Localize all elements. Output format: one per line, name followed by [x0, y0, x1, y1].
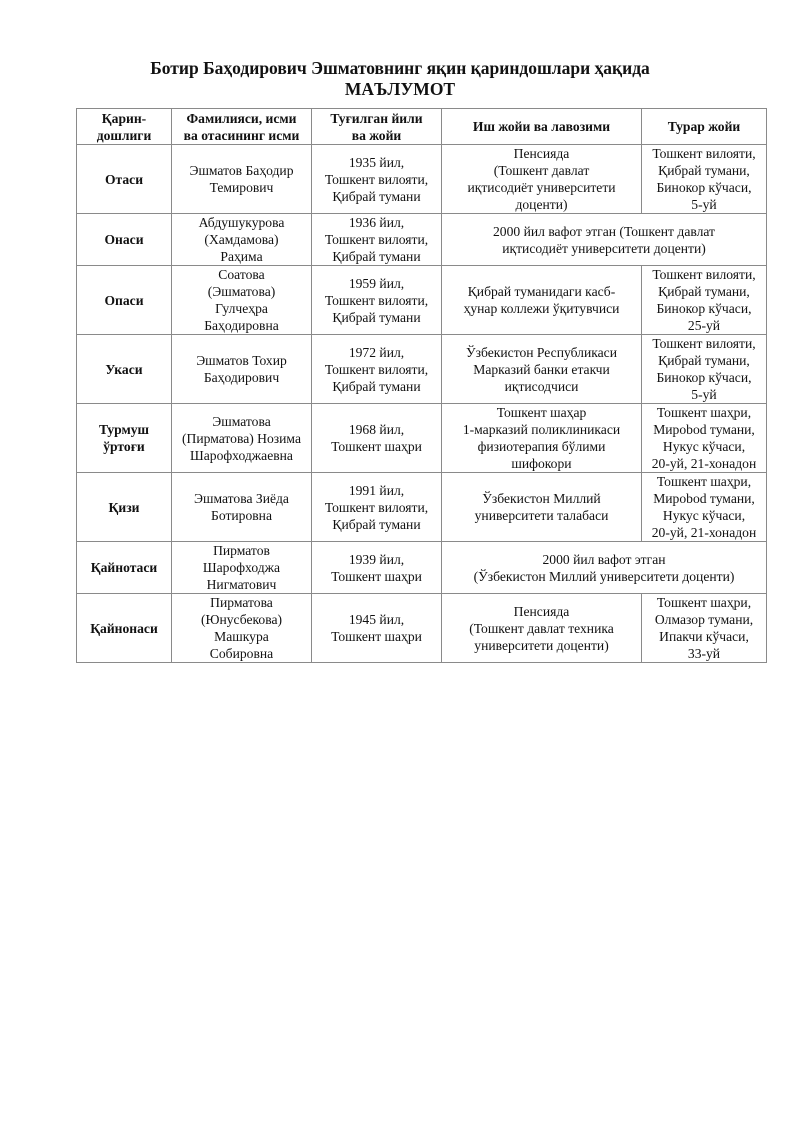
birth-cell: [312, 335, 442, 404]
name-cell: [172, 473, 312, 542]
cell-line: 1968 йил,: [348, 422, 405, 437]
cell-line: Олмазор тумани,: [654, 612, 754, 627]
cell-line: Тошкент шаҳри: [331, 439, 422, 454]
table-row: [77, 266, 767, 335]
header-work: [442, 109, 642, 145]
cell-line: Тошкент шаҳри: [331, 568, 422, 584]
cell-line: Шарофходжа: [202, 560, 281, 575]
cell-line: Соатова: [218, 267, 265, 282]
cell-line: Қайнонаси: [90, 620, 158, 636]
address-cell: [642, 473, 767, 542]
cell-line: Тошкент шаҳри,: [656, 405, 752, 420]
cell-line: 5-уй: [691, 197, 717, 212]
cell-line: Бинокор кўчаси,: [656, 180, 752, 195]
cell-line: 1935 йил,: [348, 154, 405, 170]
cell-line: Тошкент вилояти,: [324, 232, 429, 247]
birth-cell: [312, 145, 442, 214]
cell-line: 33-уй: [687, 646, 721, 661]
cell-line: доценти): [515, 197, 568, 212]
cell-line: Эшматов Баҳодир: [189, 163, 294, 178]
cell-line: Нукус кўчаси,: [662, 439, 746, 454]
header-name: [172, 109, 312, 145]
cell-line: Шарофходжаевна: [190, 447, 293, 463]
cell-line: 1972 йил,: [348, 344, 405, 360]
cell-line: 1-марказий поликлиникаси: [462, 422, 621, 437]
relation-cell: [77, 214, 172, 266]
name-cell: [172, 214, 312, 266]
birth-cell: [312, 473, 442, 542]
cell-line: (Ўзбекистон Миллий университети доценти): [473, 568, 735, 584]
cell-line: Ўзбекистон Миллий: [482, 491, 601, 506]
work-merged-cell: [442, 542, 767, 594]
cell-line: Турар жойи: [667, 119, 741, 134]
cell-line: Тошкент вилояти,: [652, 267, 756, 282]
cell-line: Пенсияда: [513, 603, 570, 619]
cell-line: Мирobod тумани,: [653, 422, 755, 437]
address-cell: [642, 404, 767, 473]
cell-line: Тошкент вилояти,: [652, 146, 756, 161]
name-cell: [172, 335, 312, 404]
table-row: [77, 145, 767, 214]
cell-line: 1945 йил,: [348, 612, 405, 627]
table-row: [77, 542, 767, 594]
table-row: [77, 594, 767, 663]
relation-cell: [77, 404, 172, 473]
cell-line: Қарин-: [101, 110, 147, 126]
cell-line: Қибрай тумани,: [658, 163, 750, 178]
document-title: [0, 58, 800, 100]
cell-line: Тошкент вилояти,: [324, 361, 429, 377]
cell-line: 1936 йил,: [348, 215, 405, 230]
work-cell: [442, 145, 642, 214]
cell-line: Тошкент вилояти,: [652, 336, 756, 351]
name-cell: [172, 594, 312, 663]
cell-line: Нукус кўчаси,: [662, 508, 746, 523]
work-cell: [442, 594, 642, 663]
cell-line: Тошкент вилояти,: [324, 292, 429, 308]
cell-line: Қибрай тумани: [332, 516, 421, 532]
name-cell: [172, 542, 312, 594]
cell-line: (Эшматова): [207, 284, 276, 299]
birth-cell: [312, 266, 442, 335]
cell-line: Баҳодирович: [203, 370, 280, 385]
cell-line: Қибрай тумани,: [658, 284, 750, 299]
cell-line: (Тошкент давлат: [493, 163, 590, 178]
cell-line: 1959 йил,: [348, 275, 405, 291]
table-row: [77, 335, 767, 404]
cell-line: Темирович: [209, 180, 274, 195]
table-header-row: [77, 109, 767, 145]
birth-cell: [312, 404, 442, 473]
cell-line: Қайнотаси: [90, 560, 158, 575]
cell-line: Марказий банки етакчи: [473, 361, 610, 377]
cell-line: Қибрай тумани,: [658, 353, 750, 368]
work-cell: [442, 473, 642, 542]
birth-cell: [312, 594, 442, 663]
relation-cell: [77, 594, 172, 663]
cell-line: (Юнусбекова): [200, 612, 283, 627]
relation-cell: [77, 542, 172, 594]
cell-line: Укаси: [105, 361, 143, 377]
cell-line: Тошкент шаҳри: [331, 629, 422, 644]
cell-line: иқтисодиёт университети: [467, 180, 616, 195]
cell-line: Нигматович: [206, 577, 277, 592]
cell-line: ҳунар коллежи ўқитувчиси: [463, 301, 620, 316]
birth-cell: [312, 214, 442, 266]
header-address: [642, 109, 767, 145]
cell-line: иқтисодиёт университети доценти): [502, 240, 706, 256]
cell-line: Қибрай туманидаги касб-: [467, 284, 616, 299]
cell-line: 5-уй: [691, 387, 717, 402]
cell-line: Раҳима: [220, 249, 263, 264]
cell-line: Эшматова Зиёда: [194, 491, 289, 506]
address-cell: [642, 594, 767, 663]
address-cell: [642, 266, 767, 335]
cell-line: Опаси: [104, 292, 144, 308]
cell-line: Баҳодировна: [204, 318, 279, 333]
birth-cell: [312, 542, 442, 594]
cell-line: ва отасининг исми: [183, 127, 300, 143]
name-cell: [172, 145, 312, 214]
cell-line: Қизи: [108, 499, 140, 515]
title-line-2: МАЪЛУМОТ: [344, 79, 456, 99]
relation-cell: [77, 335, 172, 404]
cell-line: Фамилияси, исми: [186, 110, 297, 126]
cell-line: Бинокор кўчаси,: [656, 301, 752, 316]
cell-line: физиотерапия бўлими: [477, 439, 606, 454]
relation-cell: [77, 266, 172, 335]
cell-line: Мирobod тумани,: [653, 491, 755, 506]
header-birth: [312, 109, 442, 145]
cell-line: Эшматов Тохир: [196, 353, 287, 368]
table-row: [77, 404, 767, 473]
cell-line: университети талабаси: [474, 508, 609, 523]
address-cell: [642, 335, 767, 404]
relation-cell: [77, 473, 172, 542]
cell-line: (Хамдамова): [204, 232, 279, 247]
cell-line: иқтисодчиси: [504, 378, 579, 394]
work-merged-cell: [442, 214, 767, 266]
cell-line: Машкура: [214, 629, 269, 644]
cell-line: ўртоғи: [103, 439, 145, 454]
title-line-1: Ботир Баҳодирович Эшматовнинг яқин қариндошлари ҳақида: [150, 58, 650, 78]
work-cell: [442, 266, 642, 335]
relation-cell: [77, 145, 172, 214]
cell-line: Қибрай тумани: [332, 378, 421, 394]
cell-line: Туғилган йили: [330, 110, 423, 126]
header-relation: [77, 109, 172, 145]
cell-line: Қибрай тумани: [332, 249, 421, 264]
cell-line: дошлиги: [96, 127, 152, 143]
cell-line: Турмуш: [98, 422, 150, 437]
cell-line: Собировна: [209, 646, 274, 661]
cell-line: ва жойи: [351, 127, 402, 143]
table-body: [77, 145, 767, 663]
cell-line: Пирматова: [210, 595, 273, 610]
cell-line: Тошкент шаҳри,: [656, 595, 752, 610]
cell-line: Гулчеҳра: [215, 301, 268, 316]
table-row: [77, 473, 767, 542]
cell-line: 20-уй, 21-хонадон: [651, 456, 757, 471]
cell-line: Тошкент шаҳар: [496, 405, 587, 420]
cell-line: Ипакчи кўчаси,: [659, 629, 749, 644]
cell-line: 20-уй, 21-хонадон: [651, 525, 757, 540]
cell-line: (Тошкент давлат техника: [469, 620, 614, 636]
cell-line: Пенсияда: [513, 146, 570, 161]
cell-line: Иш жойи ва лавозими: [472, 119, 611, 134]
cell-line: Пирматов: [213, 543, 270, 558]
name-cell: [172, 266, 312, 335]
cell-line: Эшматова: [212, 413, 271, 429]
cell-line: Ботировна: [211, 508, 272, 523]
cell-line: 2000 йил вафот этган (Тошкент давлат: [493, 223, 715, 239]
cell-line: университети доценти): [474, 637, 609, 653]
cell-line: 25-уй: [687, 318, 721, 333]
cell-line: 2000 йил вафот этган: [542, 551, 666, 567]
cell-line: Ўзбекистон Республикаси: [466, 344, 617, 360]
cell-line: Тошкент вилояти,: [324, 499, 429, 515]
cell-line: Бинокор кўчаси,: [656, 370, 752, 385]
cell-line: Қибрай тумани: [332, 309, 421, 325]
cell-line: 1939 йил,: [348, 551, 405, 567]
cell-line: (Пирматова) Нозима: [182, 430, 301, 446]
cell-line: Онаси: [104, 232, 144, 247]
table-row: [77, 214, 767, 266]
name-cell: [172, 404, 312, 473]
relatives-table: [76, 108, 767, 663]
work-cell: [442, 335, 642, 404]
address-cell: [642, 145, 767, 214]
cell-line: Отаси: [104, 171, 144, 187]
cell-line: Абдушукурова: [198, 215, 285, 230]
work-cell: [442, 404, 642, 473]
cell-line: Қибрай тумани: [332, 188, 421, 204]
cell-line: шифокори: [511, 456, 572, 471]
cell-line: Тошкент вилояти,: [324, 171, 429, 187]
cell-line: 1991 йил,: [348, 482, 405, 498]
cell-line: Тошкент шаҳри,: [656, 474, 752, 489]
